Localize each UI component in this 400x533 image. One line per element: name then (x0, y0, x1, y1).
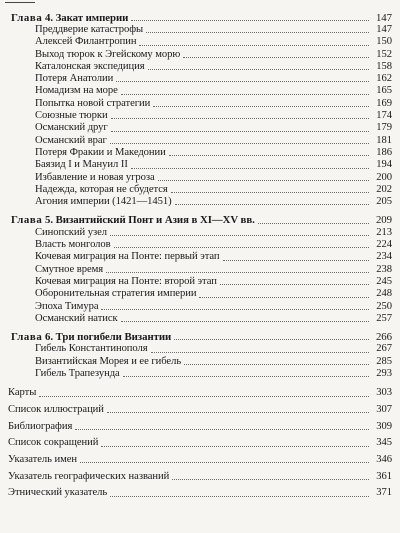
entry-label: Выход тюрок к Эгейскому морю (35, 48, 181, 60)
page-number: 181 (376, 134, 392, 146)
dot-leader (153, 106, 369, 107)
page-number: 234 (376, 251, 392, 263)
page-number: 266 (375, 331, 392, 344)
dot-leader (111, 131, 369, 132)
dot-leader (131, 168, 369, 169)
entry-label: Избавление и новая угроза (35, 171, 155, 183)
chapter-title: 5. Византийский Понт и Азия в XI—XV вв. (45, 214, 255, 227)
page-number: 205 (376, 196, 392, 208)
page-number: 250 (376, 300, 392, 312)
page-number: 152 (376, 48, 392, 60)
page-number: 309 (376, 420, 392, 432)
dot-leader (131, 20, 369, 21)
dot-leader (121, 94, 369, 95)
toc-entry (0, 368, 400, 380)
toc-entry (0, 122, 400, 134)
back-matter-entry (0, 487, 400, 499)
chapter-row (0, 331, 400, 343)
dot-leader (258, 223, 369, 224)
chapter-title: 4. Закат империи (45, 11, 129, 24)
entry-label: Византийская Морея и ее гибель (35, 355, 182, 367)
toc-entry (0, 276, 400, 288)
back-matter-entry (0, 454, 400, 466)
entry-label: Кочевая миграция на Понте: первый этап (35, 251, 220, 263)
page-number: 186 (376, 146, 392, 158)
dot-leader (148, 69, 369, 70)
page-number: 158 (376, 60, 392, 72)
entry-label: Указатель географических названий (8, 470, 170, 482)
toc-entry (0, 227, 400, 239)
entry-label: Агония империи (1421—1451) (35, 196, 172, 208)
entry-label: Баязид I и Мануил II (35, 159, 128, 171)
page-number: 179 (376, 122, 392, 134)
page-number: 209 (375, 214, 392, 227)
dot-leader (171, 192, 369, 193)
toc-entry (0, 343, 400, 355)
toc-entry (0, 24, 400, 36)
entry-label: Список сокращений (8, 437, 99, 449)
entry-label: Каталонская экспедиция (35, 60, 145, 72)
toc-entry (0, 135, 400, 147)
page-number: 257 (376, 312, 392, 324)
toc-entry (0, 61, 400, 73)
page-number: 200 (376, 171, 392, 183)
toc-entry (0, 36, 400, 48)
toc-entry (0, 251, 400, 263)
page-number: 371 (376, 487, 392, 499)
toc-entry (0, 85, 400, 97)
entry-label: Османский враг (35, 134, 107, 146)
toc-entry (0, 239, 400, 251)
dot-leader (151, 352, 369, 353)
chapter-prefix: Глава (11, 214, 43, 227)
entry-label: Библиография (8, 420, 73, 432)
entry-label: Потеря Анатолии (35, 73, 114, 85)
entry-label: Гибель Константинополя (35, 343, 148, 355)
toc-entry (0, 288, 400, 300)
toc-entry (0, 184, 400, 196)
dot-leader (223, 260, 369, 261)
page-number: 238 (376, 263, 392, 275)
entry-label: Кочевая миграция на Понте: второй этап (35, 275, 217, 287)
entry-label: Эпоха Тимура (35, 300, 99, 312)
entry-label: Номадизм на море (35, 85, 118, 97)
dot-leader (169, 155, 369, 156)
toc-entry (0, 313, 400, 325)
dot-leader (172, 479, 369, 480)
back-matter-entry (0, 437, 400, 449)
dot-leader (110, 235, 369, 236)
entry-label: Потеря Фракии и Македонии (35, 146, 166, 158)
entry-label: Этнический указатель (8, 487, 108, 499)
dot-leader (111, 118, 369, 119)
entry-label: Попытка новой стратегии (35, 97, 151, 109)
page-number: 194 (376, 159, 392, 171)
entry-label: Смутное время (35, 263, 104, 275)
page-number: 165 (376, 85, 392, 97)
page-number: 213 (376, 226, 392, 238)
toc-entry (0, 98, 400, 110)
back-matter-entry (0, 421, 400, 433)
dot-leader (101, 309, 369, 310)
entry-label: Карты (8, 387, 37, 399)
spacer (0, 380, 400, 387)
toc-entry (0, 49, 400, 61)
page-number: 307 (376, 404, 392, 415)
table-of-contents (0, 10, 400, 500)
page-number: 245 (376, 275, 392, 287)
page-number: 147 (375, 11, 392, 24)
toc-entry (0, 196, 400, 208)
entry-label: Список иллюстраций (8, 404, 104, 415)
top-rule (5, 2, 35, 3)
dot-leader (158, 180, 369, 181)
entry-label: Османский друг (35, 122, 108, 134)
entry-label: Алексей Филантропин (35, 36, 137, 48)
entry-label: Надежда, которая не сбудется (35, 183, 168, 195)
back-matter-entry (0, 404, 400, 416)
toc-entry (0, 264, 400, 276)
toc-entry (0, 147, 400, 159)
dot-leader (174, 339, 369, 340)
dot-leader (183, 57, 369, 58)
dot-leader (123, 376, 369, 377)
entry-label: Синопский узел (35, 226, 107, 238)
dot-leader (101, 446, 369, 447)
chapter-title: 6. Три погибели Византии (45, 331, 172, 344)
page-number: 248 (376, 288, 392, 300)
page-number: 267 (376, 343, 392, 355)
page-number: 174 (376, 110, 392, 122)
chapter-prefix: Глава (11, 331, 43, 344)
chapter-row (0, 10, 400, 24)
entry-label: Гибель Трапезунда (35, 368, 120, 380)
dot-leader (80, 462, 369, 463)
chapter-heading (0, 12, 128, 24)
dot-leader (75, 429, 369, 430)
dot-leader (107, 412, 369, 413)
page-number: 224 (376, 239, 392, 251)
toc-entry (0, 110, 400, 122)
dot-leader (121, 321, 369, 322)
toc-entry (0, 73, 400, 85)
page-number: 147 (376, 24, 392, 35)
dot-leader (116, 81, 369, 82)
page-number: 162 (376, 73, 392, 85)
page-number: 346 (376, 454, 392, 466)
dot-leader (114, 247, 369, 248)
toc-entry (0, 356, 400, 368)
page-number: 361 (376, 470, 392, 482)
entry-label: Указатель имен (8, 454, 78, 466)
page-number: 150 (376, 36, 392, 48)
page-number: 202 (376, 183, 392, 195)
dot-leader (199, 297, 369, 298)
entry-label: Власть монголов (35, 239, 111, 251)
dot-leader (110, 496, 369, 497)
dot-leader (110, 143, 369, 144)
page-number: 345 (376, 437, 392, 449)
dot-leader (184, 364, 369, 365)
chapter-heading (0, 214, 255, 226)
chapter-prefix: Глава (11, 11, 43, 24)
page-number: 303 (376, 387, 392, 399)
page-number: 169 (376, 97, 392, 109)
chapter-row (0, 214, 400, 226)
entry-label: Преддверие катастрофы (35, 24, 144, 35)
toc-entry (0, 159, 400, 171)
dot-leader (175, 204, 369, 205)
page-number: 293 (376, 368, 392, 380)
dot-leader (39, 396, 369, 397)
back-matter-entry (0, 471, 400, 483)
toc-entry (0, 301, 400, 313)
chapter-heading (0, 331, 171, 343)
entry-label: Оборонительная стратегия империи (35, 288, 197, 300)
back-matter-entry (0, 387, 400, 399)
toc-entry (0, 172, 400, 184)
dot-leader (146, 32, 369, 33)
entry-label: Союзные тюрки (35, 110, 108, 122)
entry-label: Османский натиск (35, 312, 118, 324)
dot-leader (220, 284, 369, 285)
dot-leader (139, 45, 369, 46)
dot-leader (106, 272, 369, 273)
page-number: 285 (376, 355, 392, 367)
